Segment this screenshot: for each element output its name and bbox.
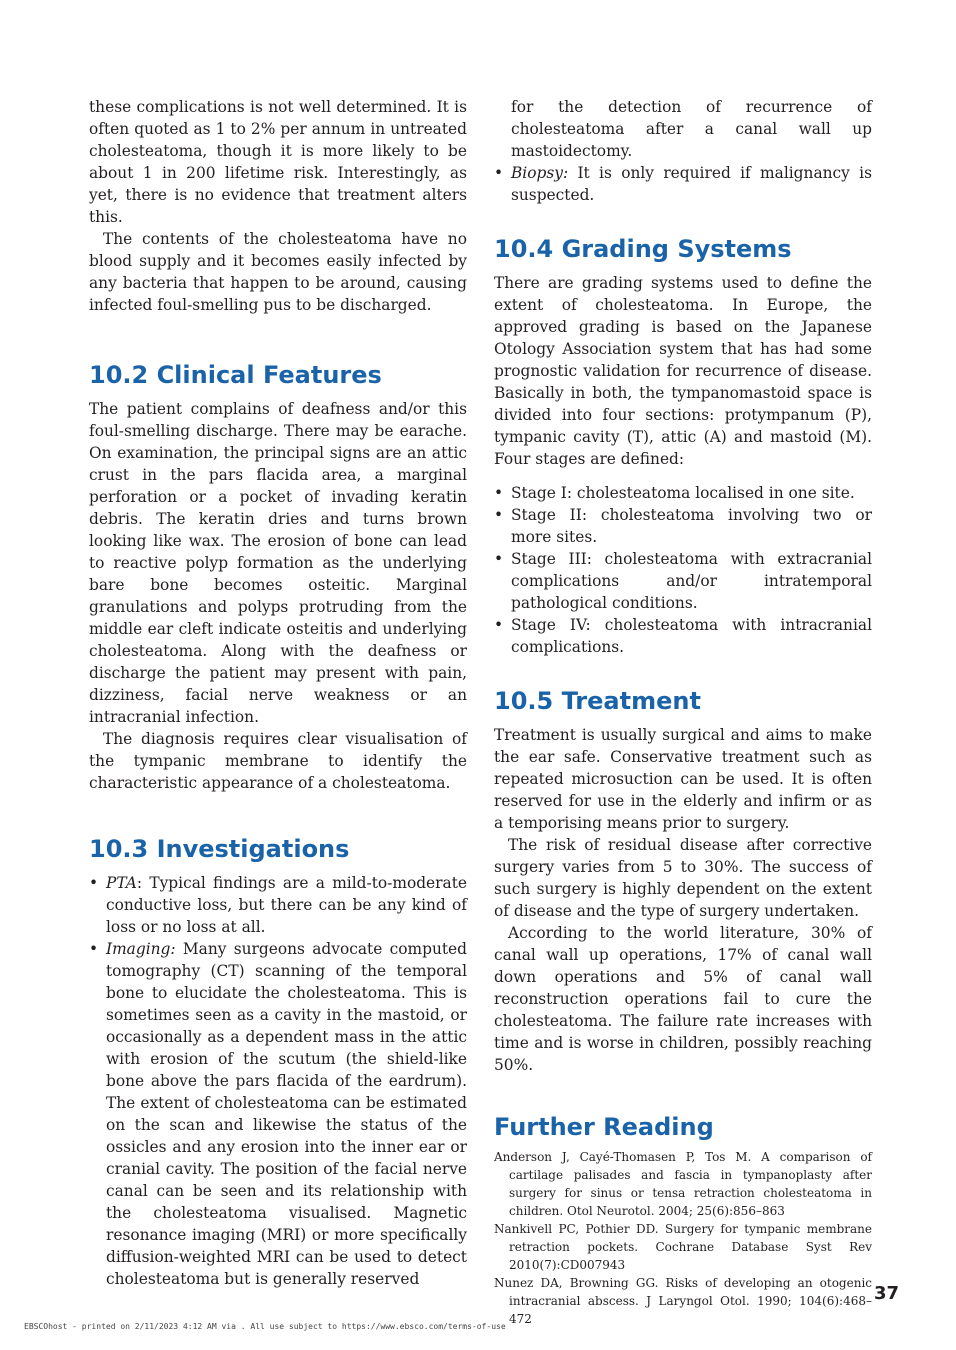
- item-text: It is only required if malignancy is suspected.: [511, 164, 872, 204]
- item-text: Stage I: cholesteatoma localised in one site.: [511, 484, 855, 502]
- list-item: [494, 548, 872, 614]
- footer-note: EBSCOhost - printed on 2/11/2023 4:12 AM via . All use subject to https://www.ebsco.com/terms-of-use: [24, 1322, 506, 1331]
- item-text: Stage IV: cholesteatoma with intracranial complications.: [511, 616, 872, 656]
- paragraph: The diagnosis requires clear visualisation of the tympanic membrane to identify the characteristic appearance of a cholesteatoma.: [89, 730, 467, 792]
- section-heading-clinical-features: 10.2 Clinical Features: [89, 361, 382, 389]
- item-text: Stage II: cholesteatoma involving two or more sites.: [511, 506, 872, 546]
- paragraph: Treatment is usually surgical and aims to make the ear safe. Conservative treatment such as repeated microsuction can be used. It is often reserved for use in the elderly and infirm or as a temporising means prior to surgery.: [494, 726, 872, 832]
- bullet-icon: •: [494, 616, 504, 634]
- paragraph: The risk of residual disease after corrective surgery varies from 5 to 30%. The success of such surgery is highly dependent on the extent of disease and the type of surgery undertaken.: [494, 836, 872, 920]
- bullet-icon: •: [494, 484, 504, 502]
- item-label: Biopsy:: [511, 164, 569, 182]
- page-number: 37: [873, 1283, 899, 1304]
- list-item: [494, 614, 872, 658]
- list-item: [89, 938, 467, 1290]
- list-item: [89, 872, 467, 938]
- item-label: PTA: [106, 874, 137, 892]
- reference-list: [494, 1148, 872, 1328]
- paragraph: According to the world literature, 30% of canal wall up operations, 17% of canal wall down operations and 5% of canal wall reconstruction operations fail to cure the cholesteatoma. The failure rate increases with time and is worse in children, possibly reaching 50%.: [494, 924, 872, 1074]
- bullet-icon: •: [494, 164, 504, 182]
- item-text: : Typical findings are a mild-to-moderate conductive loss, but there can be any kind of loss or no loss at all.: [106, 874, 467, 936]
- section-heading-grading-systems: 10.4 Grading Systems: [494, 235, 792, 263]
- bullet-icon: •: [89, 940, 99, 958]
- list-item: [494, 482, 872, 504]
- right-column: [494, 96, 872, 1328]
- item-text: Stage III: cholesteatoma with extracranial complications and/or intratemporal pathological conditions.: [511, 550, 872, 612]
- paragraph: There are grading systems used to define the extent of cholesteatoma. In Europe, the approved grading is based on the Japanese Otology Association system that has had some prognostic validation for recurrence of disease. Basically in both, the tympanomastoid space is divided into four sections: protympanum (P), tympanic cavity (T), attic (A) and mastoid (M). Four stages are defined:: [494, 274, 872, 468]
- list-item-continued: [494, 96, 872, 162]
- bullet-icon: •: [494, 506, 504, 524]
- paragraph: these complications is not well determined. It is often quoted as 1 to 2% per annum in untreated cholesteatoma, though it is more likely to be about 1 in 200 lifetime risk. Interestingly, as yet, there is no evidence that treatment alters this.: [89, 98, 467, 226]
- section-heading-investigations: 10.3 Investigations: [89, 835, 350, 863]
- reference-item: Nunez DA, Browning GG. Risks of developing an otogenic intracranial abscess. J Laryngol Otol. 1990; 104(6):468–472: [494, 1276, 872, 1326]
- investigations-list: [89, 872, 467, 1290]
- item-text: Many surgeons advocate computed tomography (CT) scanning of the temporal bone to elucidate the cholesteatoma. This is sometimes seen as a cavity in the mastoid, or occasionally as a dependent mass in the attic with erosion of the scutum (the shield-like bone above the pars flacida of the eardrum). The extent of cholesteatoma can be estimated on the scan and likewise the status of the ossicles and any erosion into the inner ear or cranial cavity. The position of the facial nerve canal can be seen and its relationship with the cholesteatoma visualised. Magnetic resonance imaging (MRI) or more specifically diffusion-weighted MRI can be used to detect cholesteatoma but is generally reserved: [106, 940, 467, 1288]
- paragraph: The patient complains of deafness and/or this foul-smelling discharge. There may be earache. On examination, the principal signs are an attic crust in the pars flacida area, a marginal perforation or a pocket of invading keratin debris. The keratin dries and turns brown looking like wax. The erosion of bone can lead to reactive polyp formation as the underlying bare bone becomes osteitic. Marginal granulations and polyps protruding from the middle ear cleft indicate osteitis and underlying cholesteatoma. Along with the deafness or discharge the patient may present with pain, dizziness, facial nerve weakness or an intracranial infection.: [89, 400, 467, 726]
- investigations-list-continued: [494, 96, 872, 206]
- item-text: for the detection of recurrence of cholesteatoma after a canal wall up mastoidectomy.: [511, 98, 872, 160]
- reference-item: Nankivell PC, Pothier DD. Surgery for tympanic membrane retraction pockets. Cochrane Database Syst Rev 2010(7):CD007943: [494, 1222, 872, 1272]
- paragraph: The contents of the cholesteatoma have no blood supply and it becomes easily infected by any bacteria that happen to be around, causing infected foul-smelling pus to be discharged.: [89, 230, 467, 314]
- reference-item: Anderson J, Cayé-Thomasen P, Tos M. A comparison of cartilage palisades and fascia in tympanoplasty after surgery for sinus or tensa retraction cholesteatoma in children. Otol Neurotol. 2004; 25(6):856–863: [494, 1150, 872, 1218]
- stages-list: [494, 482, 872, 658]
- bullet-icon: •: [89, 874, 99, 892]
- bullet-icon: •: [494, 550, 504, 568]
- list-item: [494, 504, 872, 548]
- item-label: Imaging:: [106, 940, 176, 958]
- section-heading-treatment: 10.5 Treatment: [494, 687, 701, 715]
- left-column: [89, 96, 467, 1290]
- section-heading-further-reading: Further Reading: [494, 1113, 714, 1141]
- list-item: [494, 162, 872, 206]
